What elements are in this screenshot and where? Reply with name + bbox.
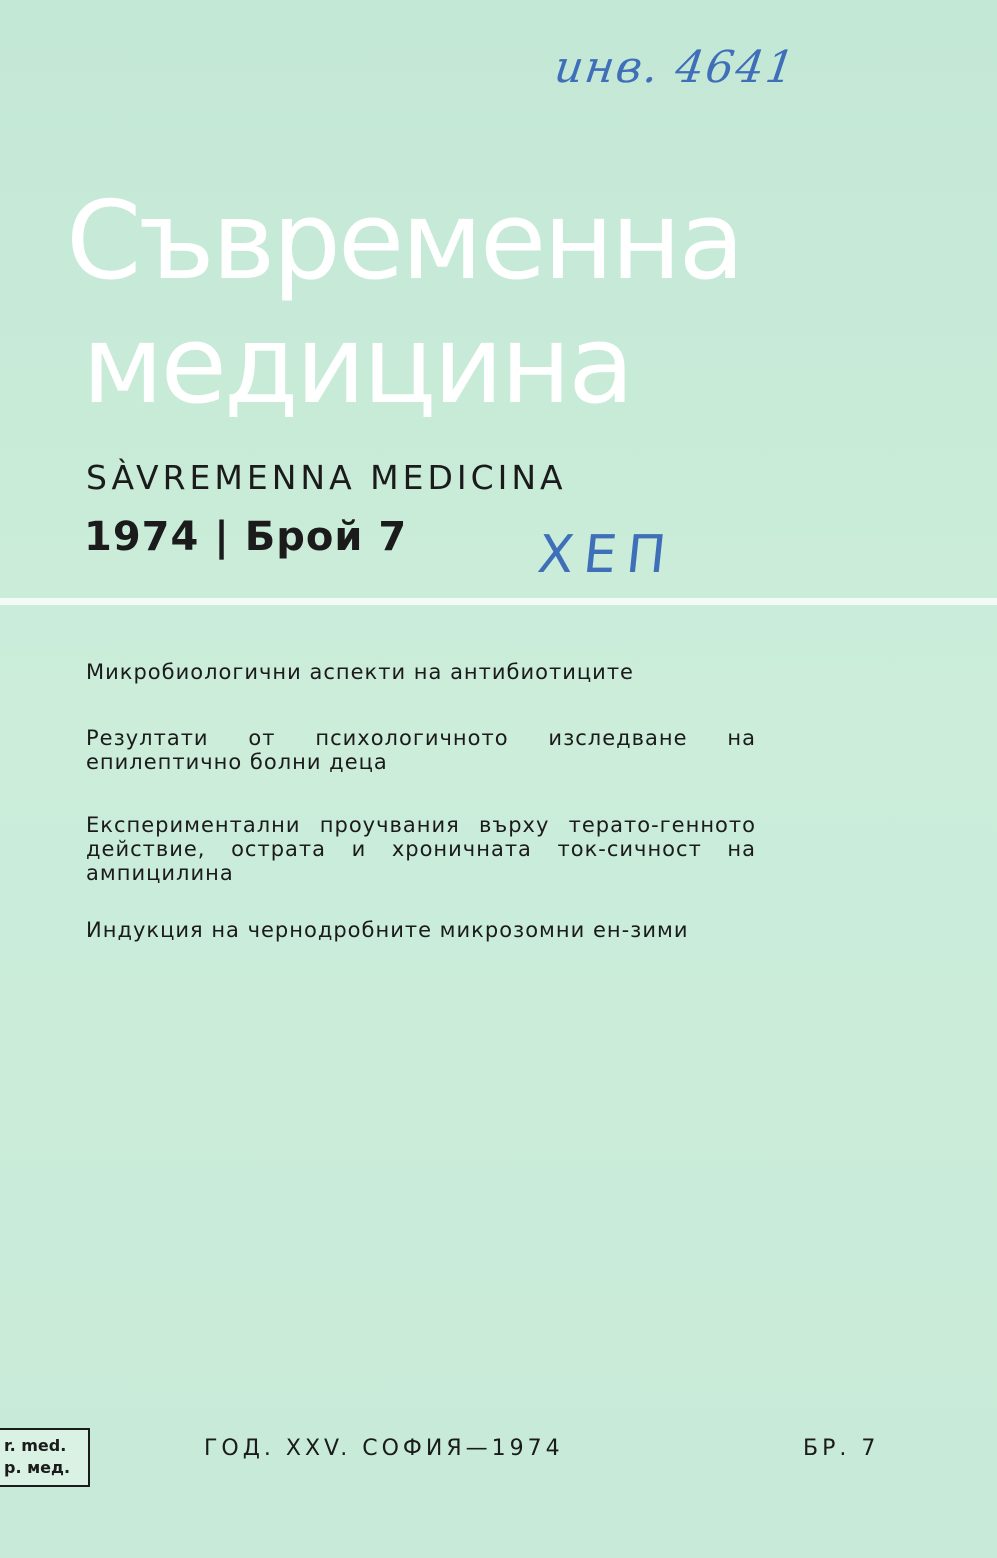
footer-year-place: ГОД. XXV. СОФИЯ—1974 — [204, 1436, 564, 1461]
stamp-line1: r. med. — [4, 1436, 67, 1455]
contents-item: Експериментални проучвания върху терато-генното действие, острата и хроничната ток-сичност на ампицилина — [86, 813, 756, 885]
cover-title-line2: медицина — [82, 303, 632, 428]
contents-item: Резултати от психологичното изследване на епилептично болни деца — [86, 726, 756, 774]
footer-issue: БР. 7 — [803, 1436, 880, 1461]
issue-number: 1974 | Брой 7 — [84, 514, 408, 560]
latin-title: SÀVREMENNA MEDICINA — [86, 458, 567, 497]
cover-title-line1: Съвременна — [66, 179, 742, 304]
inventory-note: инв. 4641 — [551, 42, 800, 93]
stamp-line2: p. мед. — [4, 1458, 71, 1477]
contents-item: Микробиологични аспекти на антибиотиците — [86, 660, 634, 684]
contents-item: Индукция на чернодробните микрозомни ен-зими — [86, 918, 689, 942]
handwritten-mark: ХЕП — [534, 525, 679, 585]
library-stamp — [0, 1428, 90, 1487]
divider-rule — [0, 598, 997, 605]
